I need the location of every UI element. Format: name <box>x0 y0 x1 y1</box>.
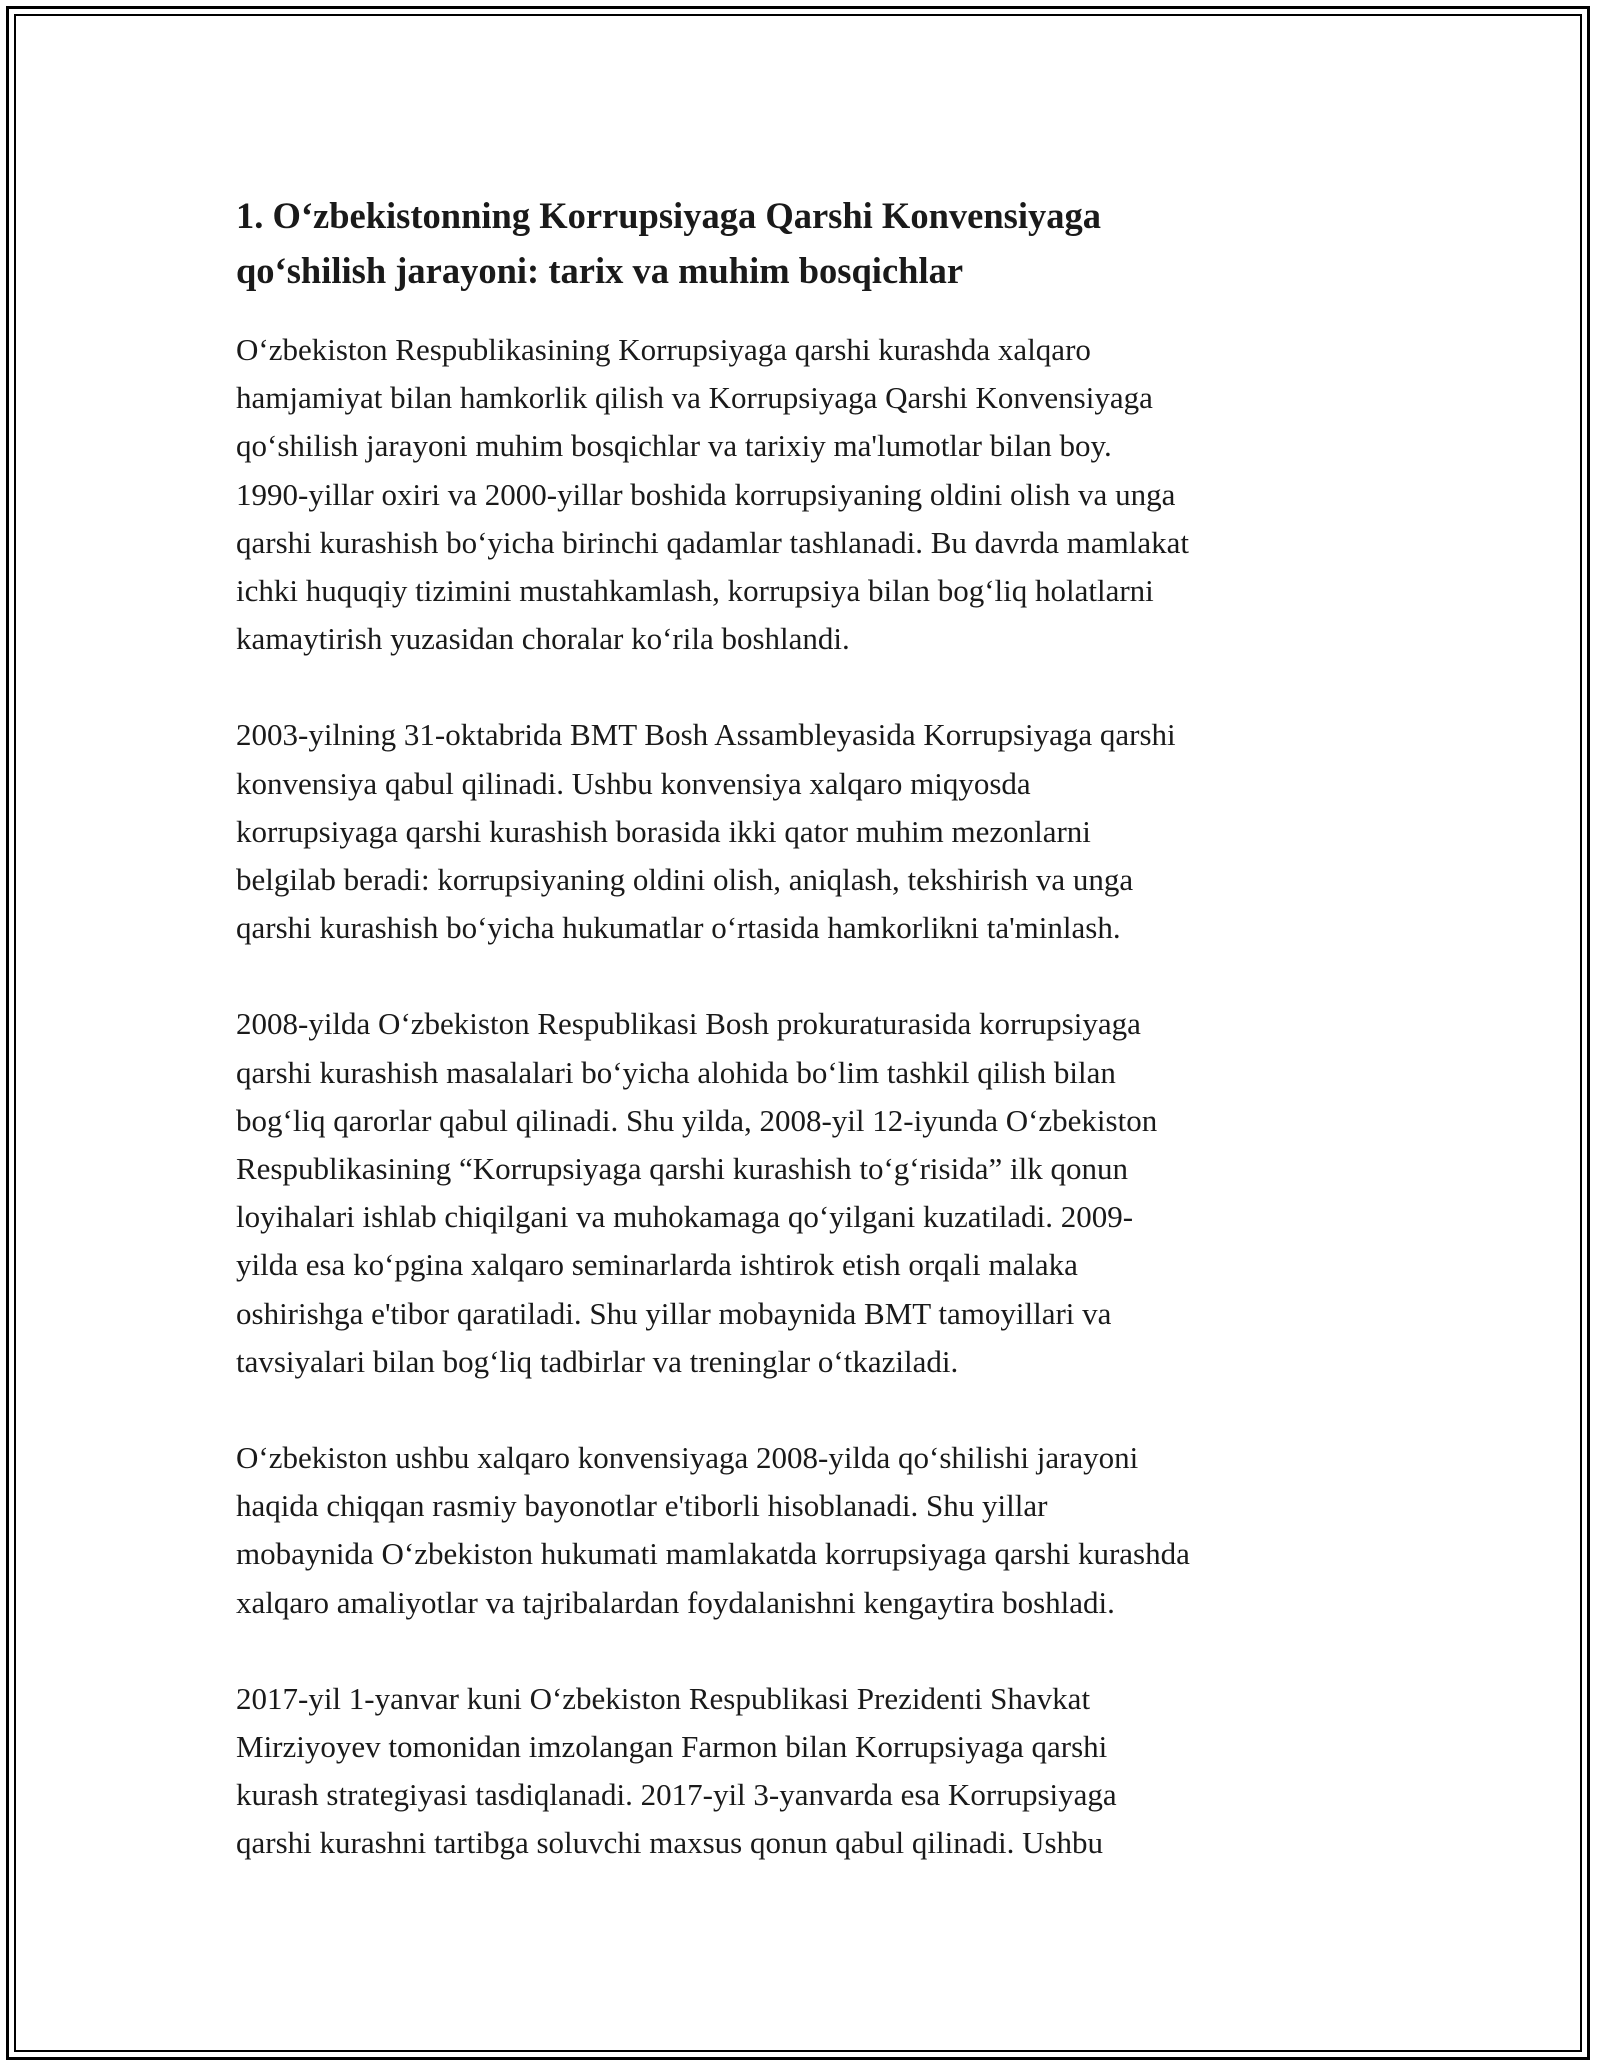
text-line: 2008-yilda O‘zbekiston Respublikasi Bosh prokuraturasida korrupsiyaga <box>236 1006 1141 1042</box>
text-line: korrupsiyaga qarshi kurashish borasida ikki qator muhim mezonlarni <box>236 813 1091 849</box>
paragraph-4 <box>236 1434 1376 1627</box>
paragraph-2 <box>236 711 1376 952</box>
text-line: qarshi kurashni tartibga soluvchi maxsus qonun qabul qilinadi. Ushbu <box>236 1825 1104 1861</box>
section-heading <box>236 188 1376 298</box>
text-line: qarshi kurashish bo‘yicha birinchi qadamlar tashlanadi. Bu davrda mamlakat <box>236 524 1189 560</box>
text-line: qarshi kurashish masalalari bo‘yicha alohida bo‘lim tashkil qilish bilan <box>236 1054 1116 1090</box>
text-line: Mirziyoyev tomonidan imzolangan Farmon bilan Korrupsiyaga qarshi <box>236 1729 1108 1765</box>
paragraph-5 <box>236 1675 1376 1868</box>
text-line: belgilab beradi: korrupsiyaning oldini olish, aniqlash, tekshirish va unga <box>236 862 1134 898</box>
text-line: kamaytirish yuzasidan choralar ko‘rila boshlandi. <box>236 621 850 657</box>
text-line: bog‘liq qarorlar qabul qilinadi. Shu yilda, 2008-yil 12-iyunda O‘zbekiston <box>236 1102 1158 1138</box>
text-line: haqida chiqqan rasmiy bayonotlar e'tiborli hisoblanadi. Shu yillar <box>236 1488 1048 1524</box>
text-line: oshirishga e'tibor qaratiladi. Shu yillar mobaynida BMT tamoyillari va <box>236 1295 1112 1331</box>
text-line: qo‘shilish jarayoni muhim bosqichlar va tarixiy ma'lumotlar bilan boy. <box>236 428 1112 464</box>
heading-line: qo‘shilish jarayoni: tarix va muhim bosqichlar <box>236 250 964 291</box>
text-line: kurash strategiyasi tasdiqlanadi. 2017-yil 3-yanvarda esa Korrupsiyaga <box>236 1777 1117 1813</box>
text-line: loyihalari ishlab chiqilgani va muhokamaga qo‘yilgani kuzatiladi. 2009- <box>236 1199 1134 1235</box>
text-line: konvensiya qabul qilinadi. Ushbu konvensiya xalqaro miqyosda <box>236 765 1031 801</box>
text-line: 2017-yil 1-yanvar kuni O‘zbekiston Respublikasi Prezidenti Shavkat <box>236 1680 1091 1716</box>
text-line: O‘zbekiston ushbu xalqaro konvensiyaga 2008-yilda qo‘shilishi jarayoni <box>236 1440 1139 1476</box>
text-line: yilda esa ko‘pgina xalqaro seminarlarda ishtirok etish orqali malaka <box>236 1247 1078 1283</box>
text-line: hamjamiyat bilan hamkorlik qilish va Korrupsiyaga Qarshi Konvensiyaga <box>236 380 1153 416</box>
paragraph-1 <box>236 326 1376 663</box>
text-line: 1990-yillar oxiri va 2000-yillar boshida korrupsiyaning oldini olish va unga <box>236 476 1176 512</box>
text-line: qarshi kurashish bo‘yicha hukumatlar o‘rtasida hamkorlikni ta'minlash. <box>236 910 1121 946</box>
text-line: O‘zbekiston Respublikasining Korrupsiyaga qarshi kurashda xalqaro <box>236 332 1091 367</box>
document-body <box>236 188 1376 1916</box>
text-line: ichki huquqiy tizimini mustahkamlash, korrupsiya bilan bog‘liq holatlarni <box>236 573 1154 609</box>
text-line: tavsiyalari bilan bog‘liq tadbirlar va treninglar o‘tkaziladi. <box>236 1343 959 1379</box>
heading-line: 1. O‘zbekistonning Korrupsiyaga Qarshi Konvensiyaga <box>236 195 1101 236</box>
paragraph-3 <box>236 1000 1376 1386</box>
text-line: mobaynida O‘zbekiston hukumati mamlakatda korrupsiyaga qarshi kurashda <box>236 1536 1190 1572</box>
text-line: xalqaro amaliyotlar va tajribalardan foydalanishni kengaytira boshladi. <box>236 1584 1115 1620</box>
text-line: Respublikasining “Korrupsiyaga qarshi kurashish to‘g‘risida” ilk qonun <box>236 1151 1128 1187</box>
text-line: 2003-yilning 31-oktabrida BMT Bosh Assambleyasida Korrupsiyaga qarshi <box>236 717 1176 753</box>
